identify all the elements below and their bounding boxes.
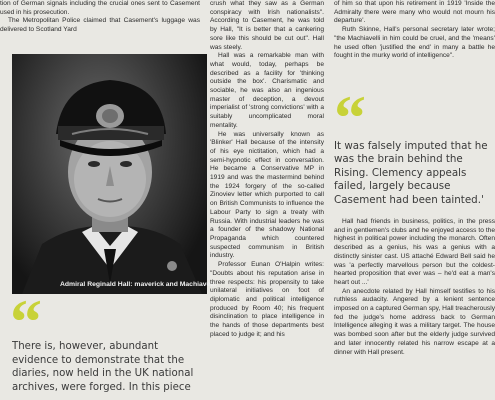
admiral-portrait-illustration bbox=[12, 54, 217, 294]
portrait-photo bbox=[12, 54, 217, 294]
paragraph: crush what they saw as a German conspiracy with Irish nationalists". According to Casement, he was told by Hall, "It is better that a cankering sore like this should be cut out". Hall was steely. bbox=[210, 0, 324, 51]
column-c-top bbox=[334, 0, 495, 86]
paragraph: Ruth Skinne, Hall's personal secretary later wrote; "the Machiavelli in him could be cruel, and the 'means' he used often 'justified the end' in many a battle he fought in the murky world of intelligence". bbox=[334, 26, 495, 60]
photo-caption: Admiral Reginald Hall: maverick and Machiavelli bbox=[60, 281, 217, 288]
paragraph: The Metropolitan Police claimed that Casement's luggage was delivered to Scotland Yard bbox=[0, 17, 200, 34]
paragraph: Hall was a remarkable man with what would, today, perhaps be described as a facility for 'thinking outside the box'. Charismatic and sociable, he was also an ingenious master of deception, a devout imperialist of 'strong convictions' with a suitably uncomplicated moral mentality. bbox=[210, 52, 324, 129]
column-b bbox=[210, 0, 324, 400]
column-c-bottom bbox=[334, 218, 495, 400]
column-a bbox=[0, 0, 200, 50]
quote-mark-icon: “ bbox=[334, 82, 366, 153]
paragraph: tion of German signals including the crucial ones sent to Casement used in his prosecution. bbox=[0, 0, 200, 16]
paragraph: Professor Eunan O'Halpin writes: "Doubts about his reputation arise in three respects: his propensity to take unilateral initiatives on foot of diplomatic and political intelligence produced by Room 40; his frequent disinclination to place intelligence in the hands of those departments best placed to judge it; and his bbox=[210, 261, 324, 338]
paragraph: Hall had friends in business, politics, in the press and in gentlemen's clubs and he enjoyed access to the highest in political power including the monarch. Often described as a genius, his was a genius with a distinctly sinister cast. US attaché Edward Bell said he was 'a perfectly marvellous person but the coldest-hearted proposition that ever was – he'd eat a man's heart out ...' bbox=[334, 218, 495, 286]
paragraph: of him so that upon his retirement in 1919 'Inside the Admiralty there were many who would not mourn his departure'. bbox=[334, 0, 495, 25]
paragraph: He was universally known as 'Blinker' Hall because of the intensity of his eye nictitation, which had a semi-hypnotic effect in conversation. He became a Conservative MP in 1919 and was the mastermind behind the 1924 forgery of the so-called Zinoviev letter which purported to call on British Communists to influence the Labour Party to sign a treaty with Russia. With industrial leaders he was a founder of the shadowy National Propaganda which countered suspected communism in British industry. bbox=[210, 130, 324, 260]
paragraph: An anecdote related by Hall himself testifies to his ruthless audacity. Angered by a lenient sentence imposed on a captured German spy, Hall treacherously fed the judge's home address back to German Intelligence alleging it was a military target. The house was bombed soon after but the elderly judge survived and later innocently related his narrow escape at a dinner with Hall present. bbox=[334, 287, 495, 356]
quote-mark-icon: “ bbox=[10, 286, 42, 357]
pull-quote-left: There is, however, abundant evidence to demonstrate that the diaries, now held in the UK national archives, were forged. In this piece bbox=[12, 341, 194, 393]
pull-quote-right: It was falsely imputed that he was the brain behind the Rising. Clemency appeals failed, largely because Casement had been tainted.' bbox=[334, 140, 488, 206]
